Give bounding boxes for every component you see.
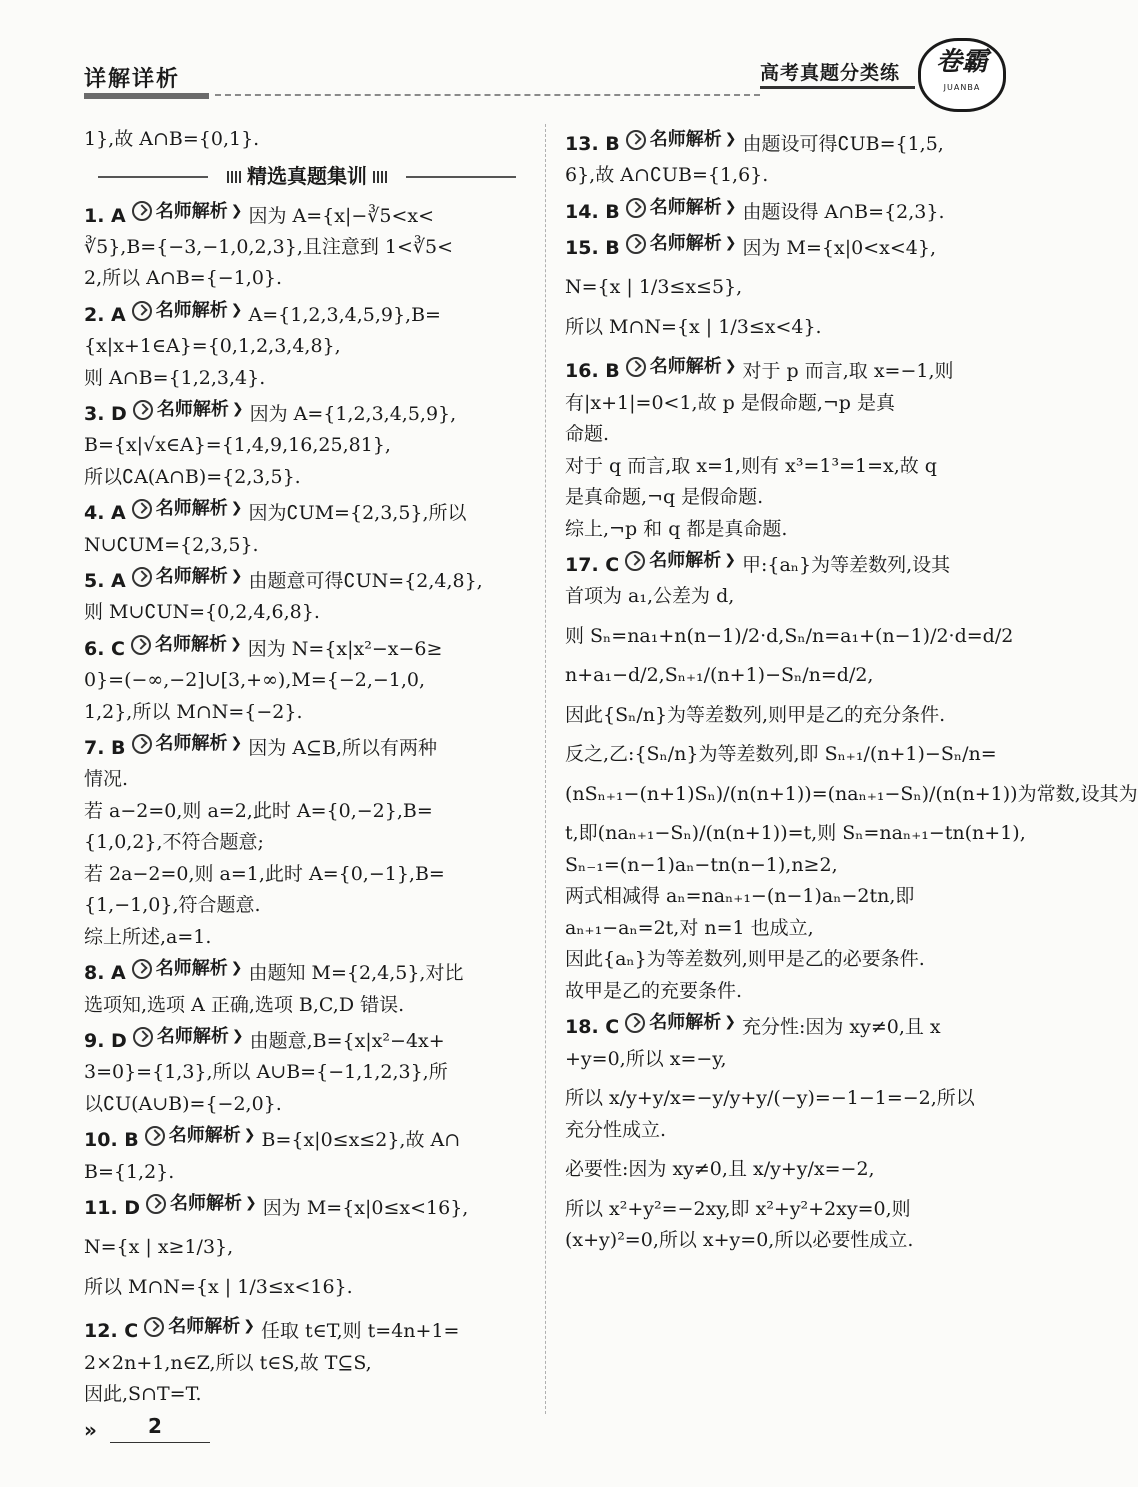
chevron-right-icon: ❯ bbox=[231, 1028, 244, 1044]
analysis-label: 名师解析 bbox=[170, 1193, 243, 1214]
right-column bbox=[565, 124, 1138, 1257]
column-divider bbox=[545, 124, 546, 1414]
chevron-right-icon: ❯ bbox=[724, 358, 737, 375]
analysis-icon bbox=[144, 1317, 164, 1337]
chevron-right-icon: ❯ bbox=[230, 202, 243, 219]
question-line bbox=[84, 196, 530, 232]
text-line: 命题. bbox=[565, 423, 610, 445]
spacer bbox=[565, 810, 1005, 818]
spacer bbox=[565, 1186, 1005, 1194]
text-line: (nSₙ₊₁−(n+1)Sₙ)/(n(n+1))=(naₙ₊₁−Sₙ)/(n(n+1))为常数,设其为 bbox=[565, 782, 1138, 805]
text-line: 若 2a−2=0,则 a=1,此时 A={0,−1},B= bbox=[84, 862, 445, 885]
question-text: 因为 M={x|0<x<4}, bbox=[742, 236, 936, 259]
question-line bbox=[565, 1007, 1005, 1043]
text-line: 则 Sₙ=na₁+n(n−1)/2·d,Sₙ/n=a₁+(n−1)/2·d=d/2 bbox=[565, 624, 1014, 647]
chevron-right-icon: ❯ bbox=[230, 301, 243, 318]
question-number: 7. B bbox=[84, 736, 126, 759]
text-line: n+a₁−d/2,Sₙ₊₁/(n+1)−Sₙ/n=d/2, bbox=[565, 664, 874, 687]
question-line bbox=[565, 124, 1005, 160]
header-right-bar bbox=[760, 86, 915, 89]
text-line: 所以 x²+y²=−2xy,即 x²+y²+2xy=0,则 bbox=[565, 1197, 911, 1220]
analysis-label: 名师解析 bbox=[155, 566, 228, 587]
question-number: 11. D bbox=[84, 1196, 141, 1219]
question-line bbox=[84, 493, 530, 529]
analysis-label: 名师解析 bbox=[649, 196, 722, 218]
analysis-tag bbox=[132, 493, 243, 525]
text-line: 所以 x/y+y/x=−y/y+y/(−y)=−1−1=−2,所以 bbox=[565, 1087, 975, 1109]
page-footer bbox=[84, 1412, 184, 1442]
analysis-tag bbox=[132, 561, 243, 593]
question-line bbox=[84, 561, 530, 597]
question-text: 因为 A={1,2,3,4,5,9}, bbox=[249, 402, 457, 425]
question-line bbox=[84, 728, 530, 764]
brand-logo bbox=[918, 38, 1006, 112]
analysis-tag bbox=[132, 728, 243, 760]
text-line: 所以 M∩N={x | 1/3≤x<4}. bbox=[565, 315, 822, 338]
text-line: 因此{Sₙ/n}为等差数列,则甲是乙的充分条件. bbox=[565, 703, 946, 726]
analysis-icon bbox=[625, 551, 645, 571]
spacer bbox=[565, 652, 1005, 660]
text-line: 则 M∪∁UN={0,2,4,6,8}. bbox=[84, 601, 320, 624]
question-text: 因为 A={x|−∛5<x< bbox=[248, 204, 435, 227]
analysis-tag bbox=[626, 351, 737, 383]
analysis-label: 名师解析 bbox=[156, 1026, 229, 1047]
analysis-icon bbox=[132, 959, 152, 979]
analysis-tag bbox=[626, 228, 737, 260]
text-line: B={1,2}. bbox=[84, 1160, 175, 1183]
text-line: 若 a−2=0,则 a=2,此时 A={0,−2},B= bbox=[84, 799, 433, 822]
question-text: 对于 p 而言,取 x=−1,则 bbox=[742, 360, 954, 382]
analysis-icon bbox=[146, 1194, 166, 1214]
question-text: 由题意可得∁UN={2,4,8}, bbox=[248, 569, 483, 592]
analysis-tag bbox=[132, 295, 243, 327]
spacer bbox=[565, 1075, 1005, 1083]
text-line: N={x | 1/3≤x≤5}, bbox=[565, 276, 743, 299]
chevron-right-icon: ❯ bbox=[245, 1195, 257, 1211]
footer-underline bbox=[110, 1442, 210, 1443]
text-line: 0}=(−∞,−2]∪[3,+∞),M={−2,−1,0, bbox=[84, 669, 426, 691]
header-right-title: 高考真题分类练 bbox=[760, 62, 901, 84]
question-line bbox=[84, 1021, 530, 1057]
question-text: 任取 t∈T,则 t=4n+1= bbox=[260, 1320, 460, 1342]
question-number: 13. B bbox=[565, 132, 620, 155]
left-column bbox=[84, 124, 530, 1411]
text-line: N={x | x≥1/3}, bbox=[84, 1236, 234, 1259]
analysis-tag bbox=[146, 1188, 257, 1220]
chevron-right-icon: ❯ bbox=[724, 552, 736, 568]
question-number: 4. A bbox=[84, 502, 126, 524]
analysis-icon bbox=[132, 201, 152, 221]
question-line bbox=[565, 351, 1005, 387]
question-number: 8. A bbox=[84, 962, 126, 984]
question-line bbox=[565, 545, 1005, 581]
text-line: 有|x+1|=0<1,故 p 是假命题,¬p 是真 bbox=[565, 391, 895, 414]
question-text: B={x|0≤x≤2},故 A∩ bbox=[261, 1129, 461, 1151]
text-line: 首项为 a₁,公差为 d, bbox=[565, 585, 735, 608]
question-number: 16. B bbox=[565, 360, 620, 382]
analysis-label: 名师解析 bbox=[649, 550, 722, 571]
logo-subtext: JUANBA bbox=[943, 83, 981, 92]
chevron-right-icon: ❯ bbox=[724, 131, 737, 147]
analysis-tag bbox=[626, 124, 737, 156]
analysis-tag bbox=[132, 196, 243, 228]
question-line bbox=[84, 394, 530, 430]
question-text: 因为∁UM={2,3,5},所以 bbox=[248, 502, 467, 524]
text-line: {1,0,2},不符合题意; bbox=[84, 831, 264, 854]
text-line: 3=0}={1,3},所以 A∪B={−1,1,2,3},所 bbox=[84, 1061, 448, 1084]
page-header bbox=[0, 0, 1046, 120]
chevron-right-icon: ❯ bbox=[724, 1014, 736, 1031]
section-title-text: 精选真题集训 bbox=[247, 163, 367, 188]
chevron-right-icon: ❯ bbox=[724, 198, 737, 215]
analysis-icon bbox=[132, 499, 152, 519]
chevron-right-icon: ❯ bbox=[243, 1318, 255, 1335]
spacer bbox=[84, 1303, 530, 1311]
question-number: 6. C bbox=[84, 637, 125, 660]
text-line: N∪∁UM={2,3,5}. bbox=[84, 533, 259, 556]
question-number: 18. C bbox=[565, 1016, 620, 1038]
analysis-tag bbox=[131, 629, 242, 661]
question-text: 由题意,B={x|x²−4x+ bbox=[249, 1029, 445, 1052]
chevron-right-icon: ❯ bbox=[724, 235, 737, 251]
question-number: 10. B bbox=[84, 1129, 139, 1151]
analysis-icon bbox=[626, 357, 646, 377]
text-line: 所以 M∩N={x | 1/3≤x<16}. bbox=[84, 1275, 353, 1298]
spacer bbox=[565, 692, 1005, 700]
analysis-icon bbox=[132, 734, 152, 754]
text-line: 因此,S∩T=T. bbox=[84, 1383, 202, 1405]
analysis-icon bbox=[625, 1013, 645, 1033]
question-line bbox=[84, 1188, 530, 1224]
spacer bbox=[84, 1224, 530, 1232]
text-line: B={x|√x∈A}={1,4,9,16,25,81}, bbox=[84, 434, 391, 457]
spacer bbox=[565, 1146, 1005, 1154]
analysis-tag bbox=[145, 1120, 256, 1152]
spacer bbox=[565, 304, 1005, 312]
question-line bbox=[84, 295, 530, 331]
header-dashed-rule bbox=[215, 94, 760, 96]
page-number: 2 bbox=[148, 1414, 162, 1438]
text-line: aₙ₊₁−aₙ=2t,对 n=1 也成立, bbox=[565, 916, 814, 939]
question-line bbox=[565, 192, 1005, 228]
chevron-right-icon: ❯ bbox=[230, 500, 243, 517]
question-number: 5. A bbox=[84, 569, 126, 592]
analysis-label: 名师解析 bbox=[156, 399, 229, 420]
analysis-tag bbox=[133, 394, 244, 426]
analysis-tag bbox=[625, 1007, 736, 1039]
analysis-label: 名师解析 bbox=[155, 299, 228, 321]
question-number: 12. C bbox=[84, 1320, 139, 1342]
analysis-tag bbox=[132, 953, 243, 985]
text-line: 则 A∩B={1,2,3,4}. bbox=[84, 366, 266, 389]
analysis-label: 名师解析 bbox=[168, 1125, 241, 1147]
text-line: 是真命题,¬q 是假命题. bbox=[565, 486, 764, 508]
analysis-label: 名师解析 bbox=[155, 633, 227, 655]
text-line: {1,−1,0},符合题意. bbox=[84, 894, 261, 917]
text-line: 情况. bbox=[84, 768, 129, 791]
text-line: +y=0,所以 x=−y, bbox=[565, 1047, 727, 1070]
analysis-icon bbox=[626, 234, 646, 254]
analysis-label: 名师解析 bbox=[155, 498, 228, 520]
analysis-label: 名师解析 bbox=[155, 958, 228, 980]
chevron-right-icon: ❯ bbox=[230, 568, 243, 584]
spacer bbox=[565, 771, 1005, 779]
question-text: 因为 N={x|x²−x−6≥ bbox=[247, 637, 443, 660]
question-line bbox=[565, 228, 1005, 264]
chevron-right-icon: ❯ bbox=[230, 635, 242, 652]
text-line: 以∁U(A∪B)={−2,0}. bbox=[84, 1092, 282, 1115]
analysis-icon bbox=[626, 130, 646, 150]
chevron-right-icon: ❯ bbox=[230, 960, 243, 977]
question-line bbox=[84, 629, 530, 665]
text-line: (x+y)²=0,所以 x+y=0,所以必要性成立. bbox=[565, 1229, 914, 1251]
analysis-icon bbox=[131, 635, 151, 655]
question-text: 充分性:因为 xy≠0,且 x bbox=[741, 1016, 941, 1038]
question-line bbox=[84, 1120, 530, 1156]
analysis-label: 名师解析 bbox=[155, 200, 228, 222]
spacer bbox=[565, 613, 1005, 621]
text-line: {x|x+1∈A}={0,1,2,3,4,8}, bbox=[84, 335, 341, 357]
logo-text: 卷霸 bbox=[935, 47, 988, 77]
text-line: 故甲是乙的充要条件. bbox=[565, 979, 743, 1002]
chevron-right-icon: ❯ bbox=[231, 401, 244, 417]
question-text: 甲:{aₙ}为等差数列,设其 bbox=[741, 553, 951, 576]
text-line: 因此{aₙ}为等差数列,则甲是乙的必要条件. bbox=[565, 948, 925, 971]
question-number: 15. B bbox=[565, 236, 620, 259]
spacer bbox=[565, 731, 1005, 739]
question-line bbox=[84, 953, 530, 989]
text-line: 对于 q 而言,取 x=1,则有 x³=1³=1=x,故 q bbox=[565, 454, 937, 477]
chevron-icon: » bbox=[84, 1418, 97, 1442]
question-number: 17. C bbox=[565, 553, 620, 576]
analysis-icon bbox=[133, 1027, 153, 1047]
question-number: 3. D bbox=[84, 402, 127, 425]
text-line: 所以∁A(A∩B)={2,3,5}. bbox=[84, 465, 301, 488]
spacer bbox=[565, 343, 1005, 351]
analysis-tag bbox=[626, 192, 737, 224]
question-text: 因为 A⊆B,所以有两种 bbox=[248, 736, 437, 759]
text-line: 2,所以 A∩B={−1,0}. bbox=[84, 267, 283, 290]
analysis-label: 名师解析 bbox=[649, 356, 722, 378]
question-text: A={1,2,3,4,5,9},B= bbox=[248, 303, 441, 326]
section-title bbox=[84, 156, 530, 196]
analysis-label: 名师解析 bbox=[168, 1316, 241, 1338]
analysis-icon bbox=[626, 198, 646, 218]
question-number: 14. B bbox=[565, 200, 620, 223]
analysis-label: 名师解析 bbox=[649, 1012, 722, 1034]
chevron-right-icon: ❯ bbox=[243, 1127, 256, 1144]
question-text: 由题知 M={2,4,5},对比 bbox=[248, 962, 464, 984]
analysis-icon bbox=[132, 567, 152, 587]
question-line bbox=[84, 1311, 530, 1347]
text-line: 反之,乙:{Sₙ/n}为等差数列,即 Sₙ₊₁/(n+1)−Sₙ/n= bbox=[565, 743, 997, 766]
text-line: 6},故 A∩∁UB={1,6}. bbox=[565, 164, 769, 187]
question-number: 1. A bbox=[84, 204, 126, 227]
text-line: 充分性成立. bbox=[565, 1118, 667, 1141]
analysis-tag bbox=[625, 545, 736, 577]
analysis-icon bbox=[132, 301, 152, 321]
question-text: 因为 M={x|0≤x<16}, bbox=[262, 1196, 469, 1219]
question-text: 由题设可得∁UB={1,5, bbox=[742, 132, 944, 155]
header-left-title: 详解详析 bbox=[84, 67, 181, 92]
analysis-tag bbox=[144, 1311, 255, 1343]
text-line: 2×2n+1,n∈Z,所以 t∈S,故 T⊆S, bbox=[84, 1351, 372, 1374]
text-line: 1},故 A∩B={0,1}. bbox=[84, 128, 260, 150]
text-line: 综上所述,a=1. bbox=[84, 925, 212, 948]
analysis-label: 名师解析 bbox=[155, 733, 228, 754]
text-line: t,即(naₙ₊₁−Sₙ)/(n(n+1))=t,则 Sₙ=naₙ₊₁−tn(n+1), bbox=[565, 822, 1026, 845]
analysis-icon bbox=[145, 1126, 165, 1146]
text-line: Sₙ₋₁=(n−1)aₙ−tn(n−1),n≥2, bbox=[565, 853, 838, 876]
spacer bbox=[84, 1264, 530, 1272]
text-line: 1,2},所以 M∩N={−2}. bbox=[84, 700, 303, 723]
analysis-tag bbox=[133, 1021, 244, 1053]
spacer bbox=[565, 264, 1005, 272]
question-text: 由题设得 A∩B={2,3}. bbox=[742, 200, 945, 223]
question-number: 2. A bbox=[84, 303, 126, 326]
analysis-label: 名师解析 bbox=[649, 233, 722, 254]
text-line: 两式相减得 aₙ=naₙ₊₁−(n−1)aₙ−2tn,即 bbox=[565, 885, 915, 908]
text-line: ∛5},B={−3,−1,0,2,3},且注意到 1<∛5< bbox=[84, 235, 454, 258]
analysis-icon bbox=[133, 400, 153, 420]
chevron-right-icon: ❯ bbox=[230, 735, 243, 751]
text-line: 必要性:因为 xy≠0,且 x/y+y/x=−2, bbox=[565, 1158, 875, 1180]
text-line: 综上,¬p 和 q 都是真命题. bbox=[565, 517, 788, 540]
header-bar bbox=[84, 93, 209, 99]
analysis-label: 名师解析 bbox=[649, 129, 722, 150]
question-number: 9. D bbox=[84, 1029, 127, 1052]
text-line: 选项知,选项 A 正确,选项 B,C,D 错误. bbox=[84, 993, 405, 1016]
